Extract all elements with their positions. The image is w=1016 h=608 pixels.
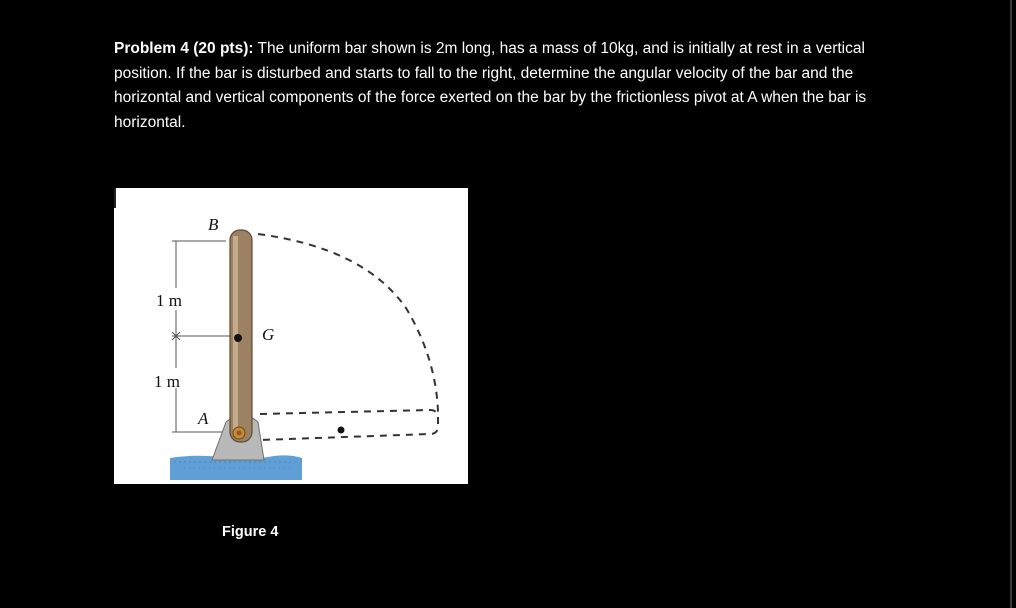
pivot-pin xyxy=(233,427,245,439)
figure-4 xyxy=(114,188,468,484)
label-a: A xyxy=(198,409,209,428)
dimension-lower-label: 1 m xyxy=(154,372,180,391)
window-edge xyxy=(1010,0,1012,608)
label-b: B xyxy=(208,215,219,234)
figure-diagram xyxy=(114,188,468,484)
fall-path-outline xyxy=(258,234,438,440)
label-g: G xyxy=(262,325,275,344)
figure-caption: Figure 4 xyxy=(222,524,279,540)
problem-statement xyxy=(114,37,904,135)
horizontal-center-of-mass xyxy=(338,427,345,434)
center-of-mass-dot xyxy=(234,334,242,342)
problem-text: The uniform bar shown is 2m long, has a mass of 10kg, and is initially at rest in a vertical position. If the bar is disturbed and starts to fall to the right, determine the angular velocity of the bar and the horizontal and vertical components of the force exerted on the bar by the frictionless pivot at A when the bar is horizontal. xyxy=(114,40,867,131)
figure-edge-mark xyxy=(114,188,116,208)
problem-heading: Problem 4 (20 pts): xyxy=(114,40,254,57)
dimension-upper-label: 1 m xyxy=(156,291,182,310)
